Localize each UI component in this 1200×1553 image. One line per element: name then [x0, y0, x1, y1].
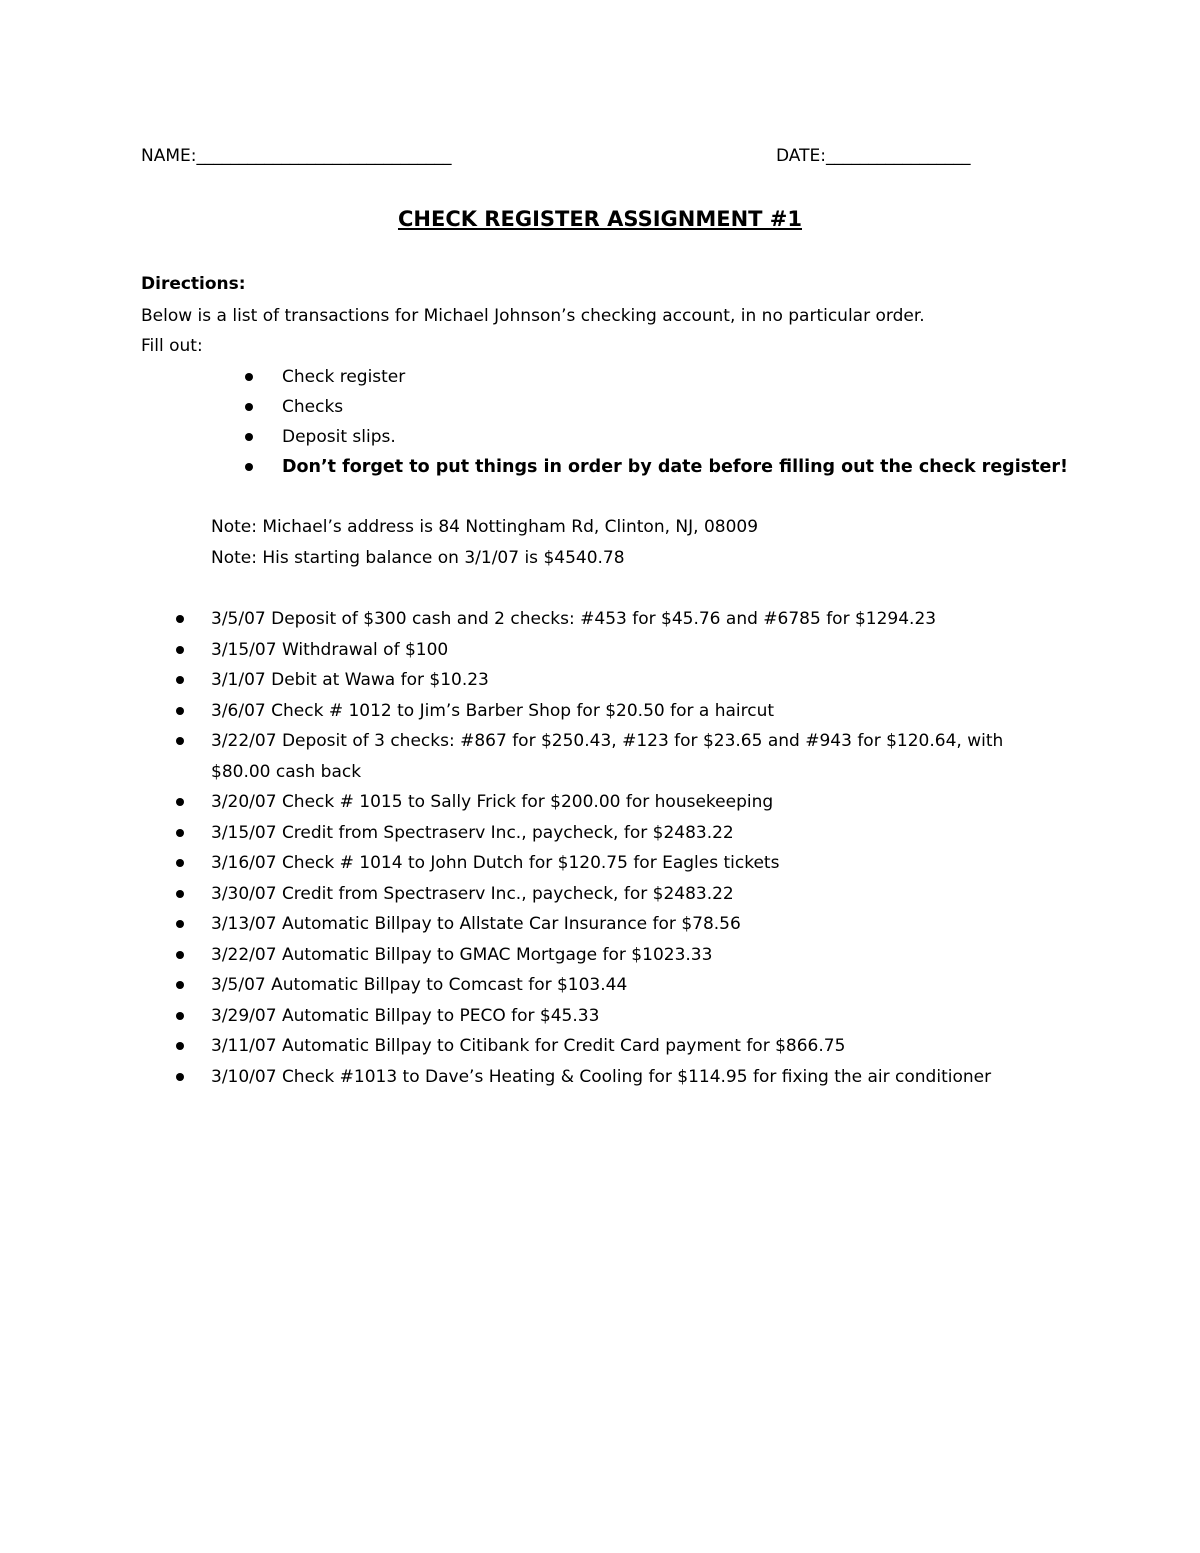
- transaction-item: 3/20/07 Check # 1015 to Sally Frick for $200.00 for housekeeping: [0, 787, 1000, 818]
- list-item: Check register: [0, 362, 900, 392]
- bullet-icon: [176, 737, 184, 745]
- transaction-item: 3/5/07 Deposit of $300 cash and 2 checks: #453 for $45.76 and #6785 for $1294.23: [0, 604, 1000, 635]
- transaction-item: 3/29/07 Automatic Billpay to PECO for $45.33: [0, 1001, 1000, 1032]
- bullet-icon: [245, 373, 253, 381]
- bullet-icon: [176, 890, 184, 898]
- bullet-icon: [176, 798, 184, 806]
- transaction-item: 3/30/07 Credit from Spectraserv Inc., paycheck, for $2483.22: [0, 879, 1000, 910]
- transaction-item: 3/5/07 Automatic Billpay to Comcast for $103.44: [0, 970, 1000, 1001]
- bullet-icon: [176, 920, 184, 928]
- transaction-item: 3/11/07 Automatic Billpay to Citibank for Credit Card payment for $866.75: [0, 1031, 1000, 1062]
- page-title: CHECK REGISTER ASSIGNMENT #1: [397, 207, 802, 231]
- transaction-item: 3/15/07 Credit from Spectraserv Inc., paycheck, for $2483.22: [0, 818, 1000, 849]
- directions-heading: Directions:: [141, 274, 246, 294]
- bullet-icon: [176, 676, 184, 684]
- note-starting-balance: Note: His starting balance on 3/1/07 is $4540.78: [211, 548, 625, 568]
- bullet-icon: [176, 646, 184, 654]
- directions-intro: Below is a list of transactions for Michael Johnson’s checking account, in no particular order.: [141, 306, 925, 326]
- bullet-icon: [176, 859, 184, 867]
- bullet-icon: [245, 403, 253, 411]
- date-field-label: DATE:_________________: [776, 146, 971, 166]
- note-address: Note: Michael’s address is 84 Nottingham Rd, Clinton, NJ, 08009: [211, 517, 759, 537]
- bullet-icon: [176, 951, 184, 959]
- bullet-icon: [176, 1012, 184, 1020]
- list-item: Checks: [0, 392, 900, 422]
- fill-out-list: [0, 362, 1068, 482]
- bullet-icon: [176, 829, 184, 837]
- fill-out-label: Fill out:: [141, 336, 203, 356]
- transaction-item: 3/13/07 Automatic Billpay to Allstate Car Insurance for $78.56: [0, 909, 1000, 940]
- transaction-item: 3/1/07 Debit at Wawa for $10.23: [0, 665, 1000, 696]
- bullet-icon: [176, 1042, 184, 1050]
- transaction-list: [0, 604, 1004, 1092]
- name-field-label: NAME:______________________________: [141, 146, 452, 166]
- bullet-icon: [176, 707, 184, 715]
- bullet-icon: [176, 1073, 184, 1081]
- list-item-reminder: Don’t forget to put things in order by date before filling out the check register!: [0, 452, 900, 482]
- transaction-item: 3/6/07 Check # 1012 to Jim’s Barber Shop for $20.50 for a haircut: [0, 696, 1000, 727]
- transaction-item: 3/15/07 Withdrawal of $100: [0, 635, 1000, 666]
- bullet-icon: [245, 433, 253, 441]
- transaction-item: 3/22/07 Deposit of 3 checks: #867 for $250.43, #123 for $23.65 and #943 for $120.64, with $80.00 cash back: [0, 726, 1000, 787]
- bullet-icon: [176, 615, 184, 623]
- bullet-icon: [176, 981, 184, 989]
- list-item: Deposit slips.: [0, 422, 900, 452]
- transaction-item: 3/16/07 Check # 1014 to John Dutch for $120.75 for Eagles tickets: [0, 848, 1000, 879]
- bullet-icon: [245, 463, 253, 471]
- transaction-item: 3/22/07 Automatic Billpay to GMAC Mortgage for $1023.33: [0, 940, 1000, 971]
- transaction-item: 3/10/07 Check #1013 to Dave’s Heating & Cooling for $114.95 for fixing the air conditioner: [0, 1062, 1000, 1093]
